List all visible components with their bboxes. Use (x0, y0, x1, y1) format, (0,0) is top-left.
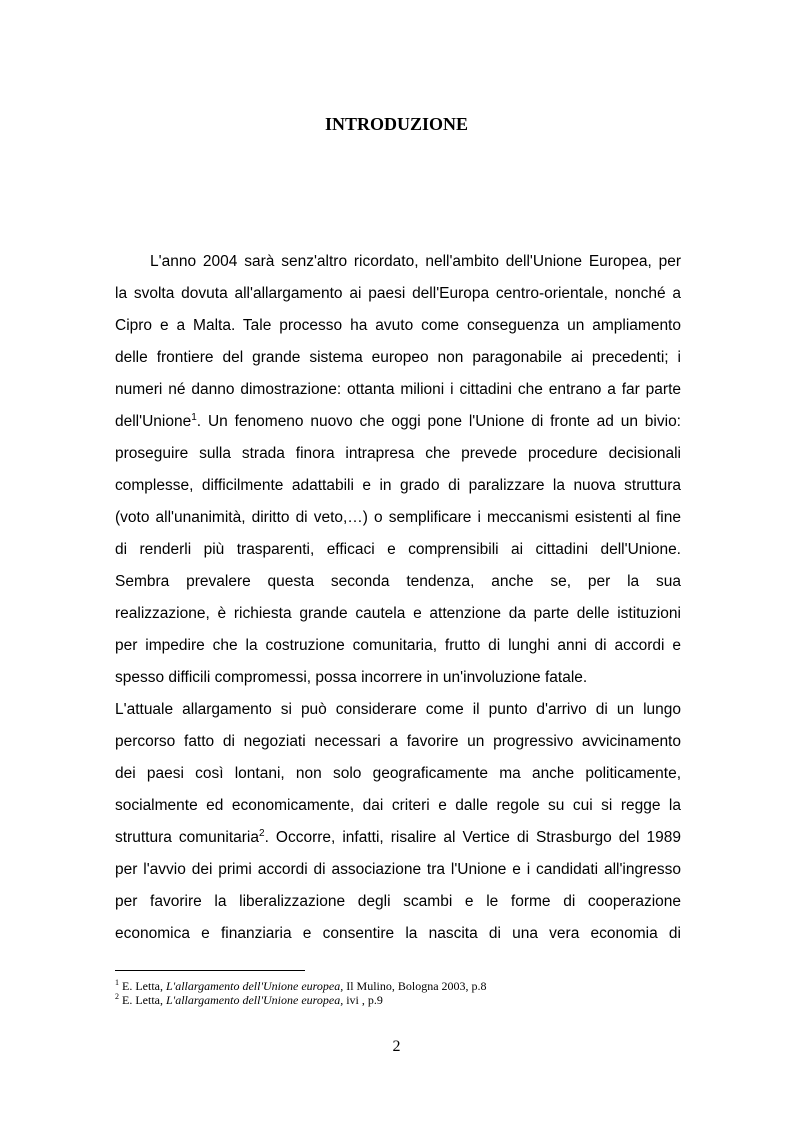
text-line: socialmente ed economicamente, dai criteri e dalle regole su cui si regge la (115, 797, 681, 814)
footnote-details: Il Mulino, Bologna 2003, p.8 (343, 979, 487, 993)
footnote-number: 1 (115, 978, 119, 987)
text-line: Cipro e a Malta. Tale processo ha avuto come conseguenza un ampliamento (115, 317, 681, 334)
page-title: INTRODUZIONE (324, 114, 469, 134)
footnote (115, 979, 715, 993)
footnote-ref: 2 (259, 827, 265, 839)
text-line: dei paesi così lontani, non solo geograficamente ma anche politicamente, (115, 765, 681, 782)
text-line: numeri né danno dimostrazione: ottanta milioni i cittadini che entrano a far parte (115, 381, 681, 398)
footnote-divider (115, 970, 305, 971)
page-number: 2 (392, 1038, 401, 1055)
text-line: la svolta dovuta all'allargamento ai paesi dell'Europa centro-orientale, nonché a (115, 285, 681, 302)
text-line: per impedire che la costruzione comunitaria, frutto di lunghi anni di accordi e (115, 637, 681, 654)
text-line: proseguire sulla strada finora intrapresa che prevede procedure decisionali (115, 445, 681, 462)
text-line: complesse, difficilmente adattabili e in grado di paralizzare la nuova struttura (115, 477, 681, 494)
footnote-author: E. Letta, (122, 979, 166, 993)
text-line: economica e finanziaria e consentire la nascita di una vera economia di (115, 925, 681, 942)
text-line: L'anno 2004 sarà senz'altro ricordato, nell'ambito dell'Unione Europea, per (150, 253, 681, 270)
footnote-author: E. Letta, (122, 993, 166, 1007)
text-line: L'attuale allargamento si può considerare come il punto d'arrivo di un lungo (115, 701, 681, 718)
text-line: Sembra prevalere questa seconda tendenza, anche se, per la sua (115, 573, 681, 590)
text-line: per favorire la liberalizzazione degli scambi e le forme di cooperazione (115, 893, 681, 910)
text-line: delle frontiere del grande sistema europeo non paragonabile ai precedenti; i (115, 349, 681, 366)
text-line (115, 411, 681, 433)
text-segment: . Un fenomeno nuovo che oggi pone l'Unione di fronte ad un bivio: (196, 413, 681, 430)
text-line: per l'avvio dei primi accordi di associazione tra l'Unione e i candidati all'ingresso (115, 861, 681, 878)
text-line: spesso difficili compromessi, possa incorrere in un'involuzione fatale. (115, 669, 588, 686)
text-segment: struttura comunitaria (115, 829, 259, 846)
text-line: realizzazione, è richiesta grande cautela e attenzione da parte delle istituzioni (115, 605, 681, 622)
text-line: (voto all'unanimità, diritto di veto,…) o semplificare i meccanismi esistenti al fine (115, 509, 681, 526)
text-line (115, 827, 681, 849)
footnote-title: L'allargamento dell'Unione europea, (165, 979, 344, 993)
text-segment: . Occorre, infatti, risalire al Vertice di Strasburgo del 1989 (264, 829, 681, 846)
text-line: di renderli più trasparenti, efficaci e comprensibili ai cittadini dell'Unione. (115, 541, 681, 558)
footnote-details: ivi , p.9 (343, 993, 383, 1007)
footnote-title: L'allargamento dell'Unione europea, (165, 993, 344, 1007)
footnote-ref: 1 (191, 411, 197, 423)
text-segment: dell'Unione (115, 413, 192, 430)
footnote-number: 2 (115, 992, 119, 1001)
text-line: percorso fatto di negoziati necessari a favorire un progressivo avvicinamento (115, 733, 681, 750)
footnote (115, 993, 715, 1007)
